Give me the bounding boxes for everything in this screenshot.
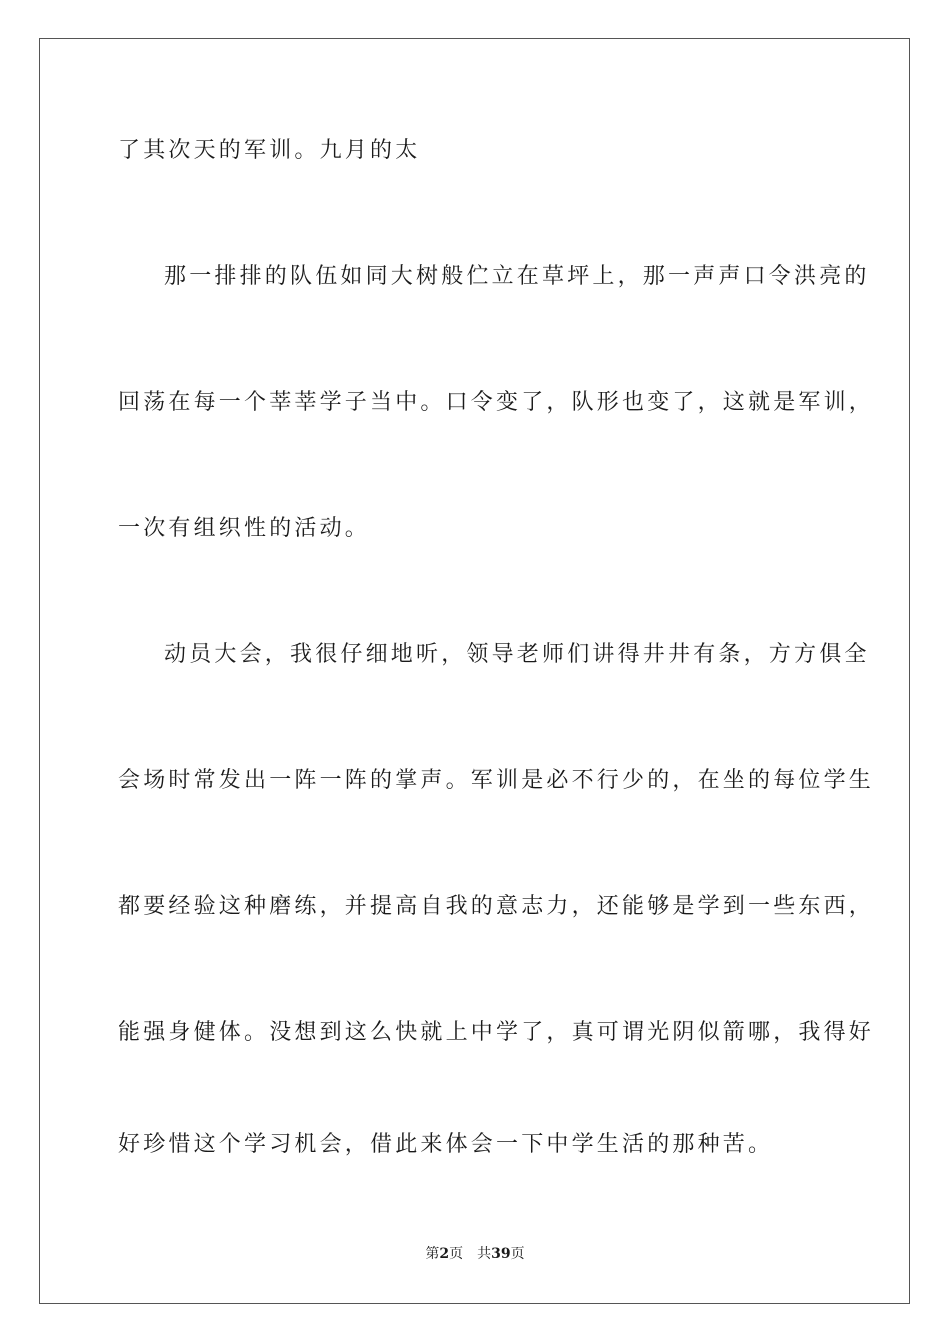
body-line-8: 能强身健体。没想到这么快就上中学了，真可谓光阴似箭哪，我得好 bbox=[118, 1020, 875, 1045]
total-suffix: 页 bbox=[510, 1246, 525, 1262]
page-prefix: 第 bbox=[425, 1246, 440, 1262]
body-line-5: 动员大会，我很仔细地听，领导老师们讲得井井有条，方方俱全 bbox=[164, 642, 870, 667]
page-number: 2 bbox=[439, 1246, 450, 1262]
page-suffix: 页 bbox=[449, 1246, 464, 1262]
body-line-6: 会场时常发出一阵一阵的掌声。军训是必不行少的，在坐的每位学生 bbox=[118, 768, 875, 793]
body-line-7: 都要经验这种磨练，并提高自我的意志力，还能够是学到一些东西， bbox=[118, 894, 875, 919]
page-border bbox=[39, 38, 910, 1304]
body-line-9: 好珍惜这个学习机会，借此来体会一下中学生活的那种苦。 bbox=[118, 1132, 774, 1157]
total-pages: 39 bbox=[491, 1246, 511, 1262]
body-line-3: 回荡在每一个莘莘学子当中。口令变了，队形也变了，这就是军训， bbox=[118, 390, 875, 415]
body-line-1: 了其次天的军训。九月的太 bbox=[118, 138, 421, 163]
total-prefix: 共 bbox=[477, 1246, 492, 1262]
body-line-2: 那一排排的队伍如同大树般伫立在草坪上，那一声声口令洪亮的 bbox=[164, 264, 870, 289]
body-line-4: 一次有组织性的活动。 bbox=[118, 516, 371, 541]
page-footer bbox=[0, 1244, 950, 1264]
